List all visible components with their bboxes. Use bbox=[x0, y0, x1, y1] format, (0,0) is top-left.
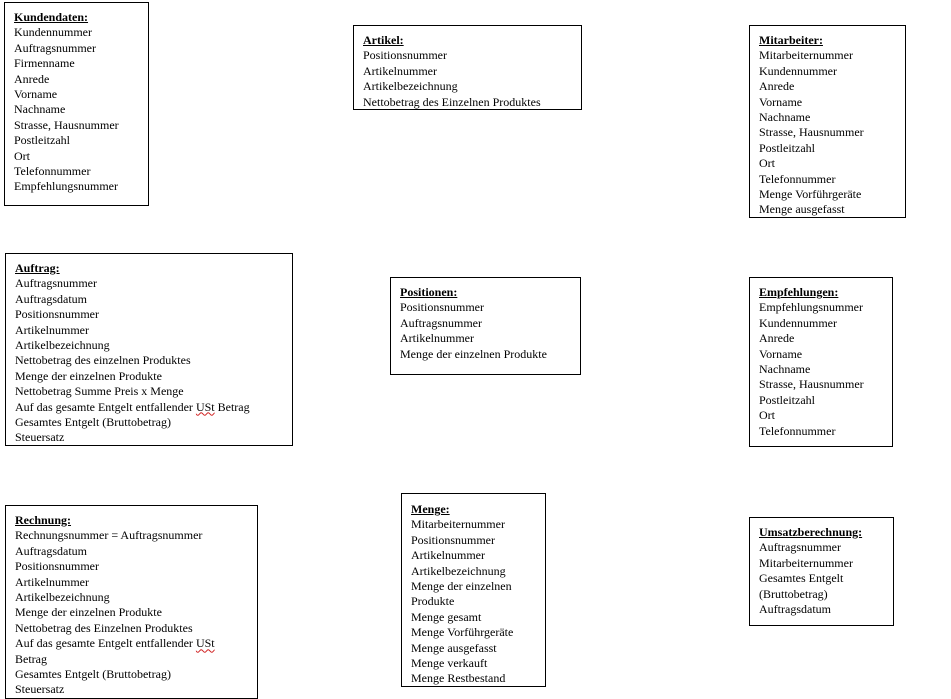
field-item: Kundennummer bbox=[14, 25, 92, 40]
field-item: Steuersatz bbox=[15, 430, 65, 445]
entity-box-artikel bbox=[353, 25, 582, 110]
field-item: Nettobetrag des Einzelnen Produktes bbox=[15, 620, 193, 635]
field-item: Artikelnummer bbox=[363, 63, 437, 78]
entity-title: Umsatzberechnung: bbox=[759, 525, 863, 539]
entity-title: Empfehlungen: bbox=[759, 285, 839, 299]
field-item: Telefonnummer bbox=[759, 171, 836, 186]
field-list bbox=[411, 517, 537, 686]
field-item: Positionsnummer bbox=[400, 300, 485, 315]
field-item: Auftragsnummer bbox=[400, 315, 482, 330]
entity-title: Mitarbeiter: bbox=[759, 33, 823, 47]
field-list bbox=[15, 276, 284, 445]
field-item: Mitarbeiternummer bbox=[411, 517, 505, 532]
field-item: Empfehlungsnummer bbox=[759, 300, 863, 315]
field-list bbox=[400, 300, 572, 362]
field-item: Anrede bbox=[759, 331, 795, 346]
field-item: Positionsnummer bbox=[411, 532, 496, 547]
field-item: Menge ausgefasst bbox=[759, 202, 845, 217]
field-item: Strasse, Hausnummer bbox=[759, 125, 864, 140]
field-item: Menge der einzelnen Produkte bbox=[15, 605, 162, 620]
field-item: Rechnungsnummer = Auftragsnummer bbox=[15, 528, 203, 543]
field-item: Menge Restbestand bbox=[411, 671, 506, 686]
field-list bbox=[363, 48, 573, 110]
field-item: Artikelbezeichnung bbox=[15, 590, 110, 605]
field-item: Nettobetrag des einzelnen Produktes bbox=[15, 353, 191, 368]
entity-title: Positionen: bbox=[400, 285, 458, 299]
field-item: Anrede bbox=[14, 71, 50, 86]
entity-title: Menge: bbox=[411, 502, 450, 516]
field-item: Postleitzahl bbox=[759, 140, 815, 155]
field-item: Artikelnummer bbox=[400, 331, 474, 346]
field-item: Menge Vorführgeräte bbox=[759, 187, 862, 202]
field-item: Strasse, Hausnummer bbox=[14, 117, 119, 132]
field-item: Gesamtes Entgelt (Bruttobetrag) bbox=[15, 415, 171, 430]
field-item: Auftragsnummer bbox=[759, 540, 841, 555]
field-item: Nettobetrag Summe Preis x Menge bbox=[15, 384, 184, 399]
field-item: Artikelnummer bbox=[411, 548, 485, 563]
field-item: Anrede bbox=[759, 79, 795, 94]
field-list bbox=[14, 25, 140, 194]
field-item: Positionsnummer bbox=[15, 559, 100, 574]
field-item: Ort bbox=[759, 408, 775, 423]
field-item: Artikelbezeichnung bbox=[15, 338, 110, 353]
entity-title: Rechnung: bbox=[15, 513, 72, 527]
field-item: Kundennummer bbox=[759, 63, 837, 78]
entity-box-umsatzberechnung bbox=[749, 517, 894, 626]
field-item: Menge verkauft bbox=[411, 656, 488, 671]
field-item: Mitarbeiternummer bbox=[759, 555, 853, 570]
field-item: Telefonnummer bbox=[759, 423, 836, 438]
entity-title: Kundendaten: bbox=[14, 10, 89, 24]
field-item: Vorname bbox=[759, 94, 803, 109]
field-item: Menge Vorführgeräte bbox=[411, 625, 514, 640]
field-item: Artikelnummer bbox=[15, 574, 89, 589]
field-item: Gesamtes Entgelt (Bruttobetrag) bbox=[15, 667, 171, 682]
field-list bbox=[15, 528, 249, 697]
field-item: Menge gesamt bbox=[411, 609, 482, 624]
field-item: Postleitzahl bbox=[759, 392, 815, 407]
entity-box-positionen bbox=[390, 277, 581, 375]
field-item: Auftragsdatum bbox=[759, 602, 831, 617]
field-list bbox=[759, 540, 885, 617]
field-item: Nachname bbox=[759, 110, 811, 125]
entity-box-auftrag bbox=[5, 253, 293, 446]
entity-title: Auftrag: bbox=[15, 261, 60, 275]
field-item: Firmenname bbox=[14, 56, 75, 71]
field-item: Artikelbezeichnung bbox=[363, 79, 458, 94]
field-item: Auftragsnummer bbox=[15, 276, 97, 291]
field-item: Vorname bbox=[14, 87, 58, 102]
field-item: Auftragsdatum bbox=[15, 543, 87, 558]
field-item: Empfehlungsnummer bbox=[14, 179, 118, 194]
field-item: Ort bbox=[14, 148, 30, 163]
field-list bbox=[759, 300, 884, 439]
field-item: Auftragsnummer bbox=[14, 40, 96, 55]
entity-box-mitarbeiter bbox=[749, 25, 906, 218]
field-item: Positionsnummer bbox=[15, 307, 100, 322]
field-item: Nachname bbox=[759, 362, 811, 377]
entity-box-menge bbox=[401, 493, 546, 687]
field-item: Postleitzahl bbox=[14, 133, 70, 148]
field-item: Gesamtes Entgelt (Bruttobetrag) bbox=[759, 571, 844, 601]
field-list bbox=[759, 48, 897, 217]
field-item: Mitarbeiternummer bbox=[759, 48, 853, 63]
field-item: Menge der einzelnen Produkte bbox=[400, 346, 547, 361]
field-item: Positionsnummer bbox=[363, 48, 448, 63]
entity-title: Artikel: bbox=[363, 33, 404, 47]
field-item: Auf das gesamte Entgelt entfallender USt Betrag bbox=[15, 399, 250, 414]
field-item: Menge der einzelnen Produkte bbox=[15, 368, 162, 383]
field-item: Auftragsdatum bbox=[15, 291, 87, 306]
field-item: Menge der einzelnen Produkte bbox=[411, 579, 512, 609]
field-item: Vorname bbox=[759, 346, 803, 361]
field-item: Nettobetrag des Einzelnen Produktes bbox=[363, 94, 541, 109]
entity-box-kundendaten bbox=[4, 2, 149, 206]
field-item: Menge ausgefasst bbox=[411, 640, 497, 655]
field-item: Strasse, Hausnummer bbox=[759, 377, 864, 392]
field-item: Steuersatz bbox=[15, 682, 65, 697]
entity-box-empfehlungen bbox=[749, 277, 893, 447]
field-item: Artikelnummer bbox=[15, 322, 89, 337]
field-item: Nachname bbox=[14, 102, 66, 117]
field-item: Telefonnummer bbox=[14, 164, 91, 179]
entity-box-rechnung bbox=[5, 505, 258, 699]
field-item: Ort bbox=[759, 156, 775, 171]
field-item: Artikelbezeichnung bbox=[411, 563, 506, 578]
field-item: Auf das gesamte Entgelt entfallender USt Betrag bbox=[15, 636, 215, 666]
field-item: Kundennummer bbox=[759, 315, 837, 330]
